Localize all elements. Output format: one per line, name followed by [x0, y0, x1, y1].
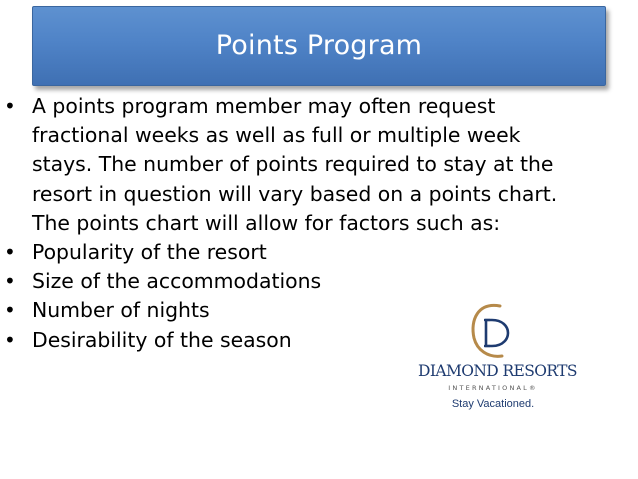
logo-subtitle: INTERNATIONAL® [448, 384, 538, 392]
bullet-marker: • [4, 94, 16, 118]
slide-title: Points Program [215, 30, 423, 61]
bullet-text: Popularity of the resort [32, 240, 267, 265]
title-banner [32, 6, 606, 86]
bullet-item [4, 238, 634, 267]
logo-name: DIAMOND RESORTS [418, 362, 577, 380]
diamond-emblem-icon [418, 300, 568, 362]
bullet-marker: • [4, 298, 16, 323]
diamond-resorts-logo [418, 300, 577, 418]
bullet-marker: • [4, 327, 16, 352]
logo-tagline: Stay Vacationed. [451, 398, 535, 410]
bullet-item [4, 267, 634, 296]
bullet-text: Number of nights [32, 298, 210, 323]
bullet-text: Desirability of the season [32, 327, 292, 352]
bullet-marker: • [4, 240, 16, 265]
bullet-marker: • [4, 269, 16, 294]
bullet-item [4, 92, 634, 238]
bullet-text: Size of the accommodations [32, 269, 322, 294]
bullet-text: A points program member may often request fractional weeks as well as full or multiple week stays. The number of points required to stay at the resort in question will vary based on a points chart. The points chart will allow for factors such as: [32, 94, 558, 235]
